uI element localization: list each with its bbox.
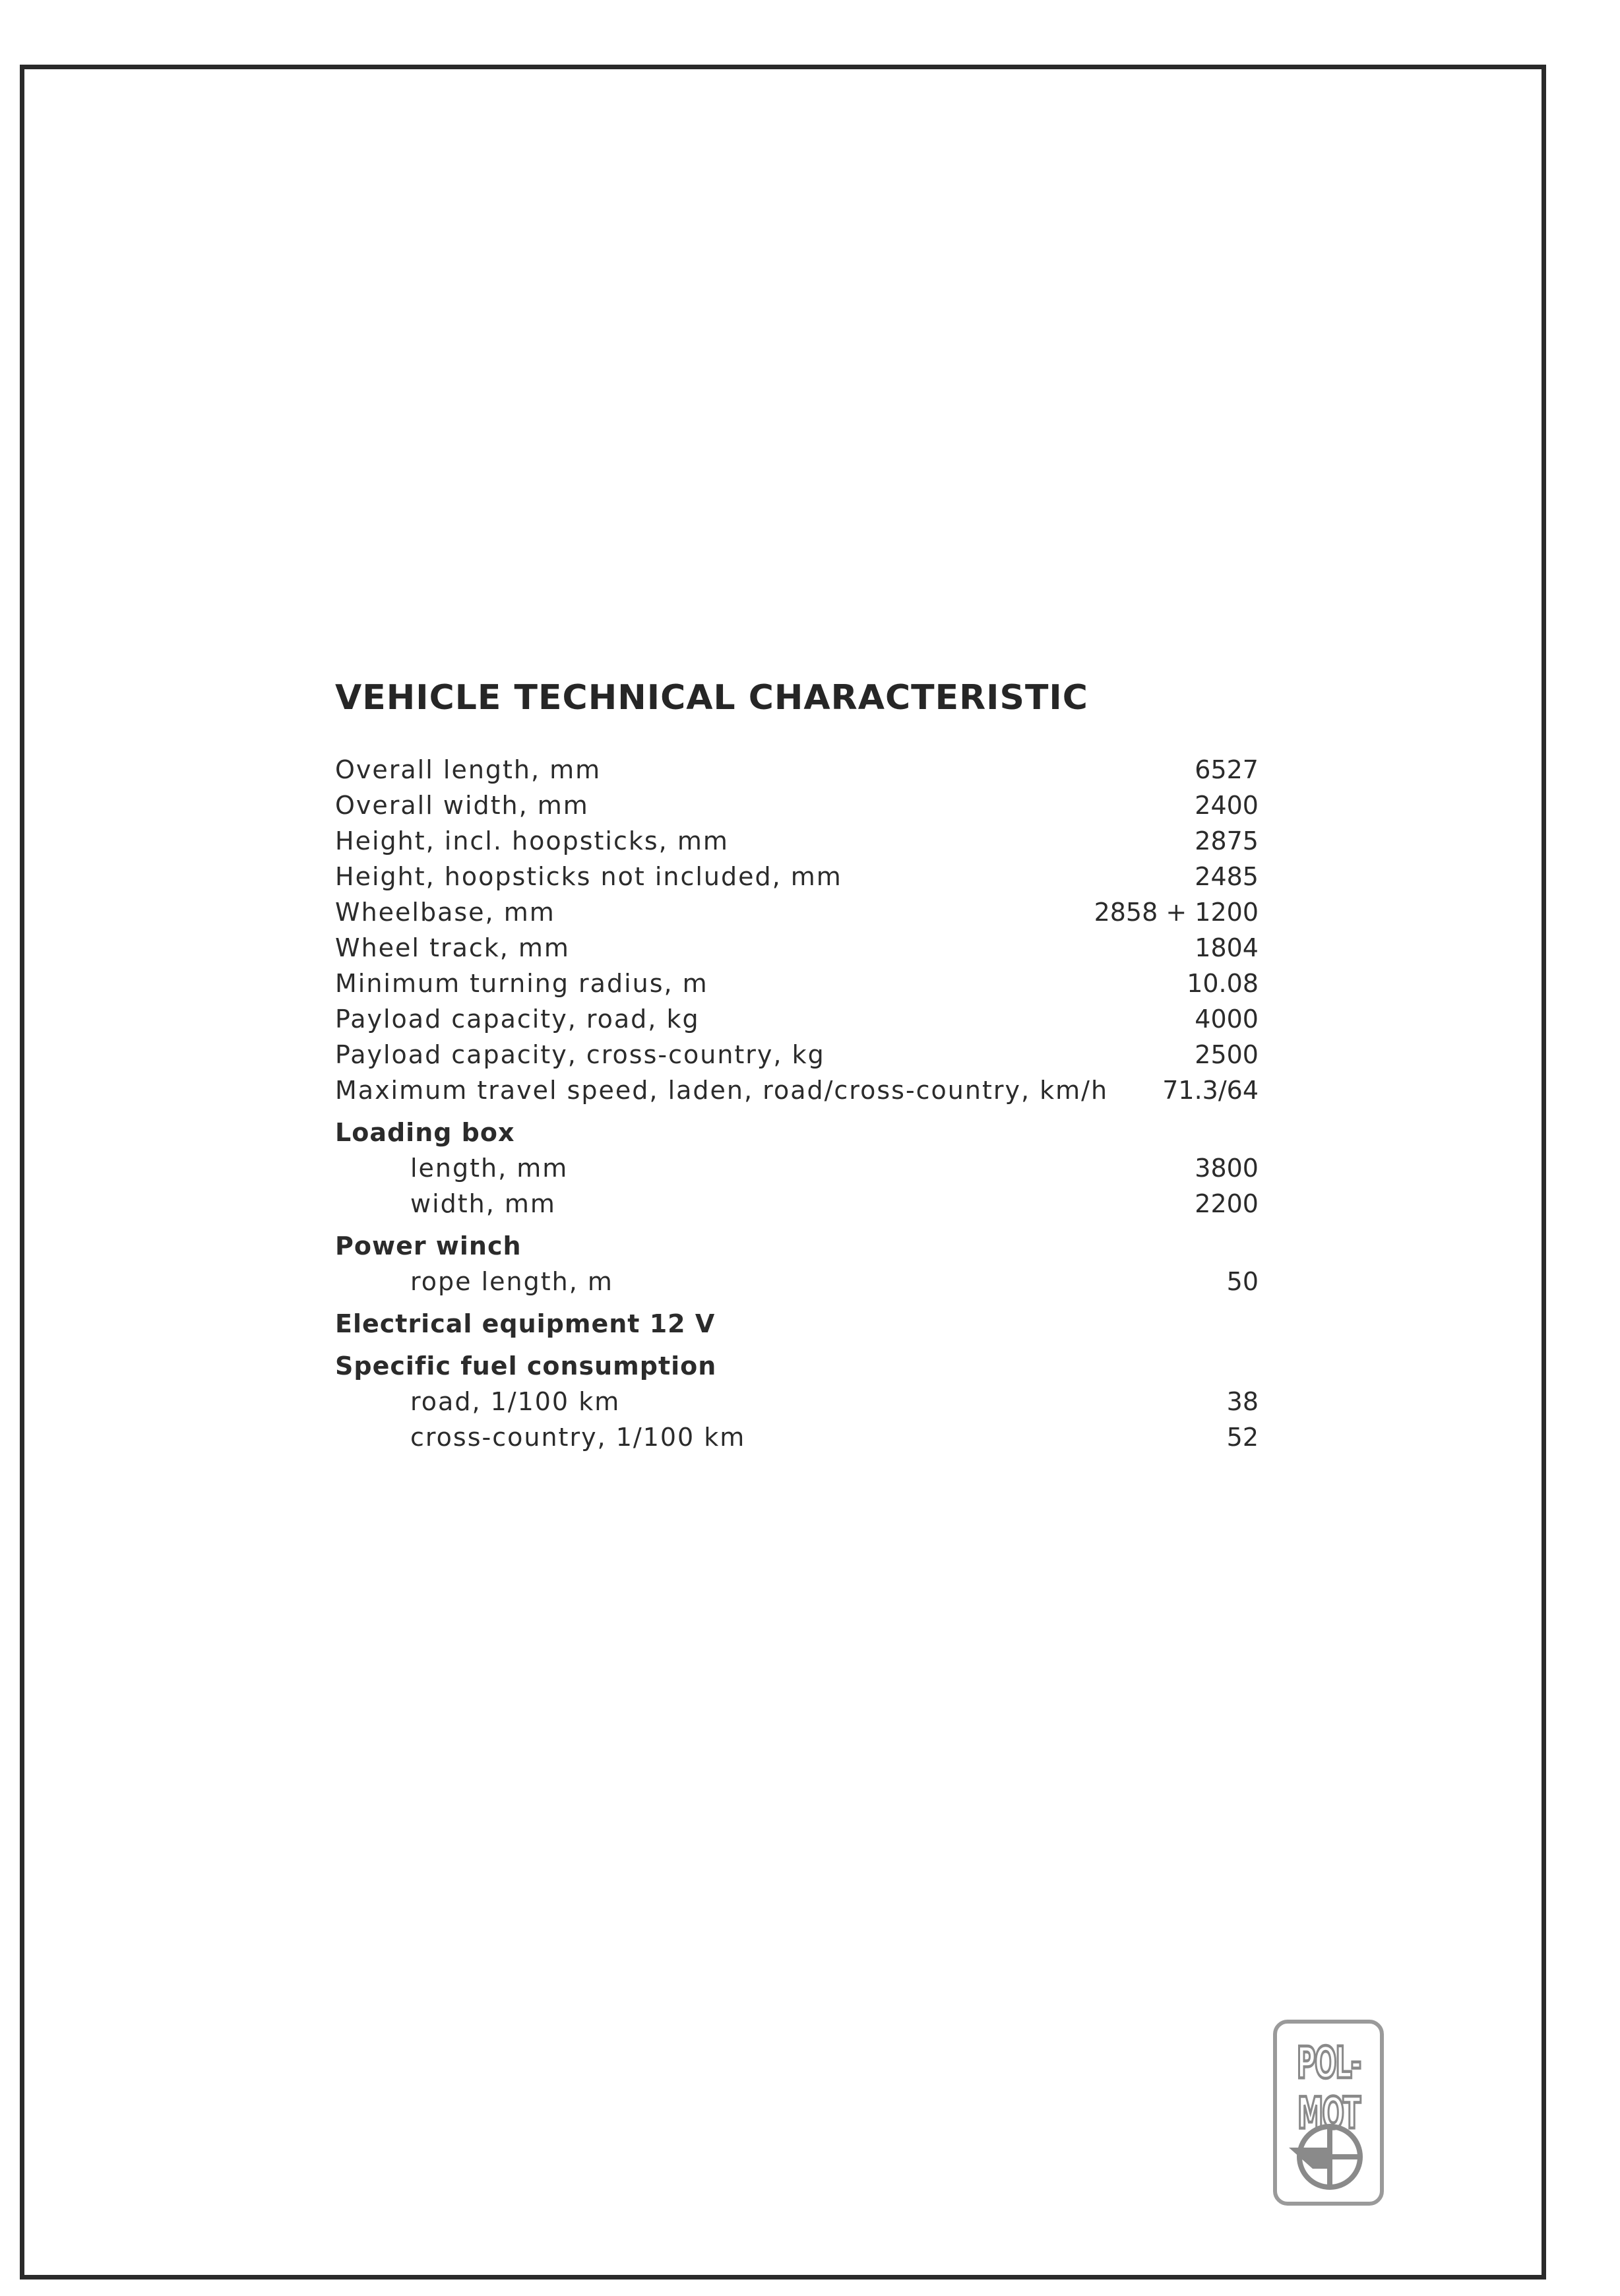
spec-row	[335, 788, 1259, 823]
spec-label: Payload capacity, road, kg	[335, 1005, 700, 1034]
spec-row	[335, 752, 1259, 788]
spec-label: Wheelbase, mm	[335, 898, 555, 927]
section-heading-fuel	[335, 1348, 1259, 1384]
spec-value: 2500	[1195, 1040, 1259, 1069]
spec-value: 38	[1226, 1387, 1259, 1416]
spec-label: Minimum turning radius, m	[335, 969, 708, 998]
section-heading: Electrical equipment 12 V	[335, 1309, 716, 1338]
polmot-logo	[1273, 2020, 1384, 2206]
spec-row	[335, 894, 1259, 930]
spec-label: Overall width, mm	[335, 791, 589, 820]
section-heading: Specific fuel consumption	[335, 1351, 717, 1381]
spec-row	[335, 1186, 1259, 1222]
spec-label: Wheel track, mm	[335, 933, 570, 962]
spec-value: 2400	[1195, 791, 1259, 820]
spec-value: 4000	[1195, 1005, 1259, 1034]
spec-label: Maximum travel speed, laden, road/cross-country, km/h	[335, 1076, 1109, 1105]
spec-row	[335, 859, 1259, 894]
section-heading: Power winch	[335, 1231, 522, 1260]
polmot-emblem-icon	[1286, 2116, 1371, 2195]
spec-value: 3800	[1195, 1154, 1259, 1183]
section-heading-electrical	[335, 1306, 1259, 1342]
section-heading-loading-box	[335, 1115, 1259, 1150]
spec-row	[335, 1264, 1259, 1299]
spec-value: 2485	[1195, 862, 1259, 891]
spec-row	[335, 930, 1259, 966]
section-heading-power-winch	[335, 1228, 1259, 1264]
spec-label: rope length, m	[410, 1267, 613, 1296]
spec-label: road, 1/100 km	[410, 1387, 621, 1416]
spec-value: 71.3/64	[1162, 1076, 1259, 1105]
spec-row	[335, 1037, 1259, 1072]
spec-row	[335, 823, 1259, 859]
spec-label: Overall length, mm	[335, 755, 602, 784]
spec-value: 6527	[1195, 755, 1259, 784]
spec-label: Height, incl. hoopsticks, mm	[335, 826, 729, 855]
spec-label: Height, hoopsticks not included, mm	[335, 862, 842, 891]
spec-value: 10.08	[1187, 969, 1259, 998]
logo-text: POL-MOT	[1296, 2038, 1361, 2139]
spec-row	[335, 1072, 1259, 1108]
spec-label: length, mm	[410, 1154, 569, 1183]
spec-row	[335, 1150, 1259, 1186]
spec-row	[335, 1419, 1259, 1455]
spec-value: 50	[1226, 1267, 1259, 1296]
page-title: VEHICLE TECHNICAL CHARACTERISTIC	[335, 678, 1088, 718]
spec-value: 2200	[1195, 1189, 1259, 1218]
spec-row	[335, 966, 1259, 1001]
spec-row	[335, 1001, 1259, 1037]
spec-value: 2875	[1195, 826, 1259, 855]
spec-value: 1804	[1195, 933, 1259, 962]
spec-label: cross-country, 1/100 km	[410, 1423, 746, 1452]
spec-label: width, mm	[410, 1189, 556, 1218]
spec-value: 2858 + 1200	[1094, 898, 1259, 927]
spec-table	[335, 752, 1259, 1455]
spec-row	[335, 1384, 1259, 1419]
spec-value: 52	[1226, 1423, 1259, 1452]
spec-label: Payload capacity, cross-country, kg	[335, 1040, 825, 1069]
section-heading: Loading box	[335, 1118, 515, 1147]
